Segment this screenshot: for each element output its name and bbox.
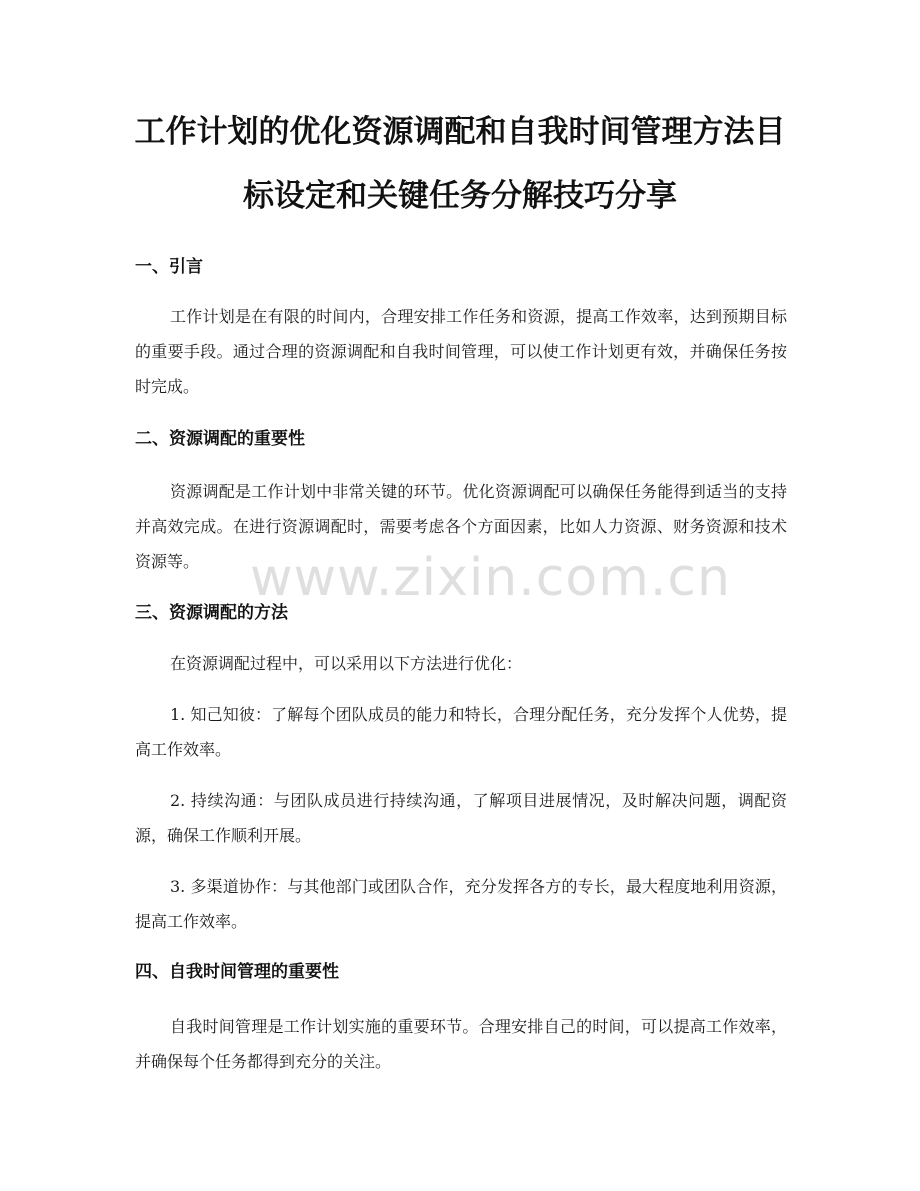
section-paragraph: 在资源调配过程中，可以采用以下方法进行优化： (170, 654, 523, 673)
list-item: 2. 持续沟通：与团队成员进行持续沟通，了解项目进展情况，及时解决问题，调配资源，确保工作顺利开展。 (135, 791, 787, 845)
list-item: 3. 多渠道协作：与其他部门或团队合作，充分发挥各方的专长，最大程度地利用资源，提高工作效率。 (135, 877, 787, 931)
section-heading-time-management: 四、自我时间管理的重要性 (135, 962, 339, 982)
watermark: www.zixin.com.cn (250, 548, 731, 608)
section-heading-intro: 一、引言 (135, 257, 203, 277)
section-paragraph: 资源调配是工作计划中非常关键的环节。优化资源调配可以确保任务能得到适当的支持并高效完成。在进行资源调配时，需要考虑各个方面因素，比如人力资源、财务资源和技术资源等。 (135, 482, 787, 571)
section-paragraph: 工作计划是在有限的时间内，合理安排工作任务和资源，提高工作效率，达到预期目标的重要手段。通过合理的资源调配和自我时间管理，可以使工作计划更有效，并确保任务按时完成。 (135, 307, 787, 396)
list-item: 1. 知己知彼：了解每个团队成员的能力和特长，合理分配任务，充分发挥个人优势，提高工作效率。 (135, 705, 787, 759)
section-heading-resource-importance: 二、资源调配的重要性 (135, 429, 305, 449)
section-heading-resource-methods: 三、资源调配的方法 (135, 603, 288, 623)
section-paragraph: 自我时间管理是工作计划实施的重要环节。合理安排自己的时间，可以提高工作效率，并确保每个任务都得到充分的关注。 (135, 1017, 787, 1071)
document-title: 工作计划的优化资源调配和自我时间管理方法目标设定和关键任务分解技巧分享 (134, 114, 786, 214)
